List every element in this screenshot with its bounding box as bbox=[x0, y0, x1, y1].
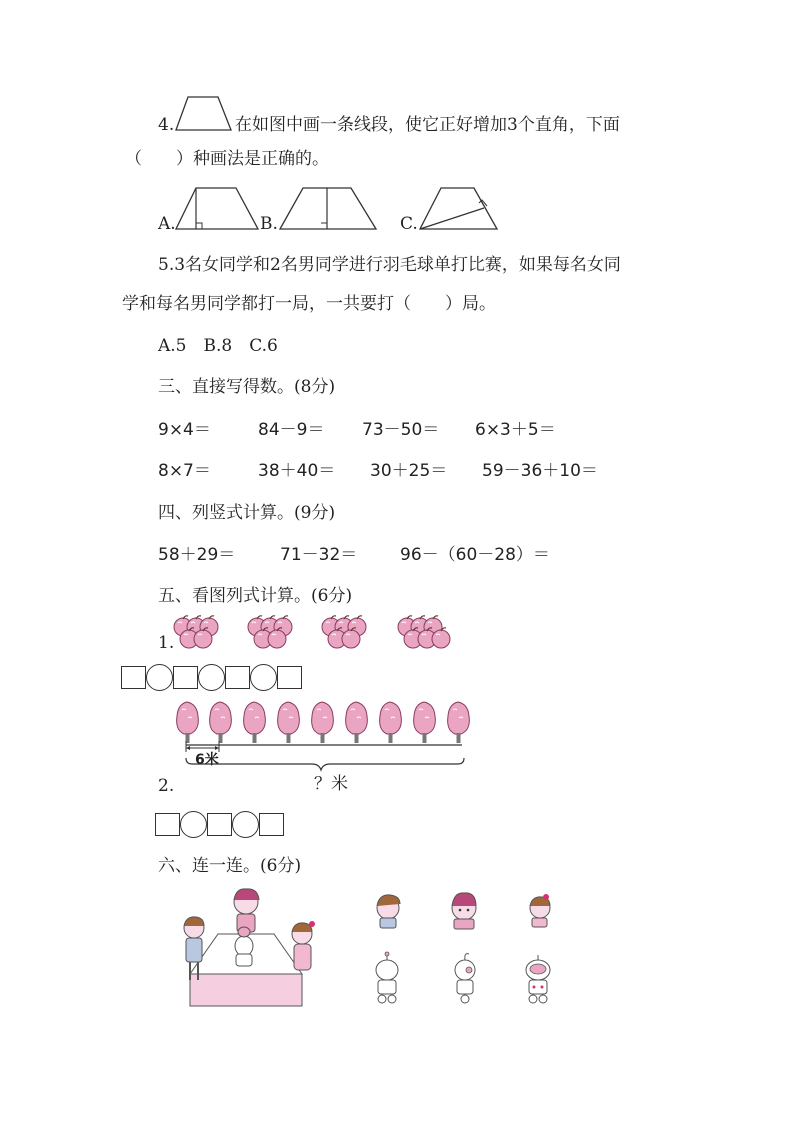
problem2-number: 2. bbox=[158, 776, 175, 796]
option-c-label: C. bbox=[400, 214, 418, 234]
answer-boxes-2 bbox=[155, 811, 284, 838]
operator-circle[interactable] bbox=[198, 664, 225, 691]
calc-item: 6×3＋5＝ bbox=[475, 420, 556, 440]
calc-item: 8×7＝ bbox=[158, 461, 211, 481]
robot-side-view bbox=[455, 954, 475, 1003]
apple-group-1 bbox=[174, 616, 218, 648]
calc-item: 59－36＋10＝ bbox=[482, 461, 598, 481]
option-c-figure bbox=[418, 186, 500, 232]
option-a-label: A. bbox=[158, 214, 176, 234]
operator-circle[interactable] bbox=[146, 664, 173, 691]
operator-circle[interactable] bbox=[180, 811, 207, 838]
girl-front-view bbox=[452, 893, 476, 929]
apple-group-3 bbox=[322, 616, 366, 648]
answer-box[interactable] bbox=[155, 813, 180, 836]
answer-box[interactable] bbox=[259, 813, 284, 836]
girl-side-view bbox=[530, 894, 550, 927]
vertical-calc-item: 96－（60－28）＝ bbox=[400, 545, 550, 565]
problem1-number: 1. bbox=[158, 633, 175, 653]
tree-distance-label: 6米 bbox=[195, 752, 219, 768]
calc-item: 30＋25＝ bbox=[370, 461, 448, 481]
q4-number: 4. bbox=[158, 115, 175, 135]
vertical-calc-item: 58＋29＝ bbox=[158, 545, 236, 565]
operator-circle[interactable] bbox=[232, 811, 259, 838]
section6-heading: 六、连一连。(6分) bbox=[158, 856, 302, 876]
answer-box[interactable] bbox=[225, 666, 250, 689]
robot-front-view bbox=[526, 955, 550, 1003]
option-b-figure bbox=[278, 186, 378, 232]
total-distance-label: ？米 bbox=[314, 774, 348, 794]
calc-item: 73－50＝ bbox=[362, 420, 440, 440]
q5-options: A.5 B.8 C.6 bbox=[158, 336, 278, 356]
answer-box[interactable] bbox=[277, 666, 302, 689]
view-row-children bbox=[374, 886, 564, 930]
operator-circle[interactable] bbox=[250, 664, 277, 691]
apple-group-2 bbox=[248, 616, 292, 648]
robot-back-view bbox=[376, 952, 398, 1003]
q4-line1: 在如图中画一条线段，使它正好增加3个直角，下面 bbox=[235, 115, 620, 135]
boy-side-view bbox=[377, 895, 400, 928]
option-b-label: B. bbox=[260, 214, 278, 234]
answer-box[interactable] bbox=[121, 666, 146, 689]
section5-heading: 五、看图列式计算。(6分) bbox=[158, 586, 353, 606]
apple-groups bbox=[172, 612, 472, 654]
trapezoid-figure bbox=[174, 95, 234, 133]
section3-heading: 三、直接写得数。(8分) bbox=[158, 377, 336, 397]
q5-line2: 学和每名男同学都打一局，一共要打（ ）局。 bbox=[122, 294, 496, 314]
q4-line2: （ ）种画法是正确的。 bbox=[125, 149, 329, 169]
calc-item: 9×4＝ bbox=[158, 420, 211, 440]
calc-item: 38＋40＝ bbox=[258, 461, 336, 481]
apple-group-4 bbox=[398, 616, 450, 648]
vertical-calc-item: 71－32＝ bbox=[280, 545, 358, 565]
section4-heading: 四、列竖式计算。(9分) bbox=[158, 503, 336, 523]
q5-line1: 5.3名女同学和2名男同学进行羽毛球单打比赛，如果每名女同 bbox=[158, 255, 621, 275]
scene-illustration bbox=[178, 888, 318, 1008]
answer-box[interactable] bbox=[173, 666, 198, 689]
option-a-figure bbox=[174, 186, 260, 232]
calc-item: 84－9＝ bbox=[258, 420, 325, 440]
answer-boxes-1 bbox=[121, 664, 302, 691]
answer-box[interactable] bbox=[207, 813, 232, 836]
view-row-robots bbox=[372, 952, 562, 1008]
